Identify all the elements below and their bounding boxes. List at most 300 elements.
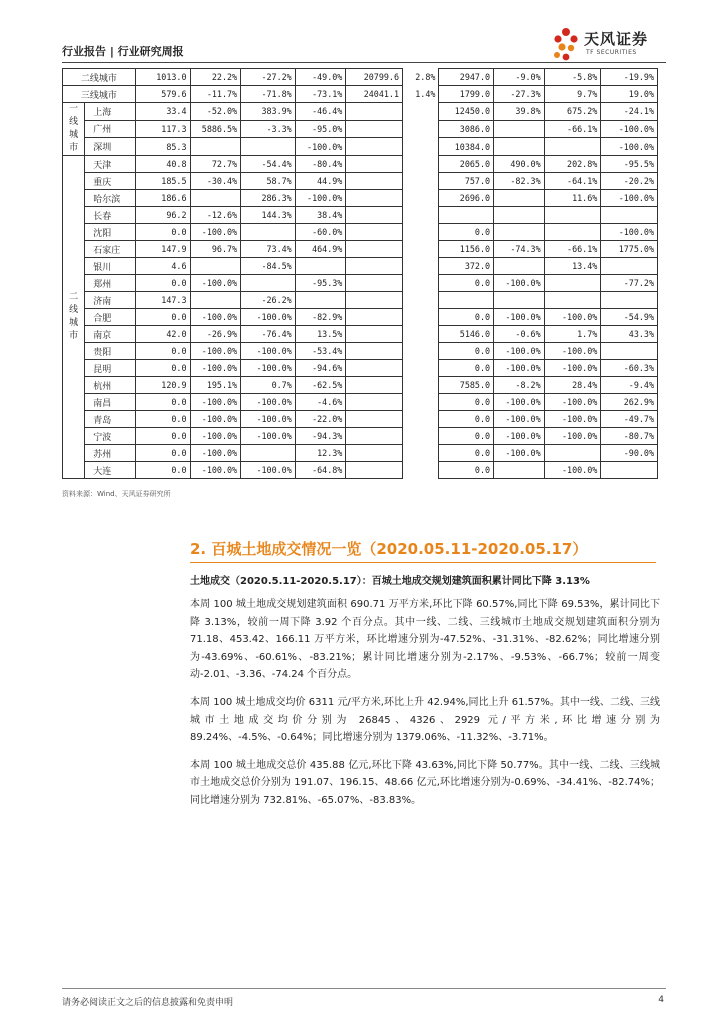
paragraph-area: 本周 100 城土地成交规划建筑面积 690.71 万平方米,环比下降 60.57%,同比下降 69.53%，累计同比下降 3.13%，较前一周下降 3.92 个百分点。其中一线、二线、三线城市土地成交规划建筑面积分别为 71.18、453.42、166.11 万平方米，环比增速分别为-47.52%、-31.31%、-82.62%；同比增速分别为-43.69%、-60.61%、-83.21%；累计同比增速分别为-2.17%、-9.53%、-66.7%；较前一周变动-2.01、-3.36、-74.24 个百分点。 [190, 599, 660, 681]
table-cell: 38.4% [295, 207, 346, 224]
table-cell: -100.0% [494, 394, 545, 411]
table-cell: -100.0% [190, 428, 241, 445]
group-label-char: 线 [69, 305, 79, 315]
header-divider [62, 62, 666, 63]
table-cell: -100.0% [190, 411, 241, 428]
table-cell [346, 326, 403, 343]
table-cell: 195.1% [190, 377, 241, 394]
table-cell: -80.7% [601, 428, 658, 445]
table-cell: 0.0 [439, 275, 494, 292]
table-cell: -100.0% [190, 360, 241, 377]
table-cell [346, 309, 403, 326]
city-name: 宁波 [85, 428, 136, 445]
table-cell: 2065.0 [439, 156, 494, 173]
table-cell: -76.4% [241, 326, 296, 343]
table-cell [402, 326, 438, 343]
table-cell: 0.0 [439, 462, 494, 479]
table-cell: -80.4% [295, 156, 346, 173]
city-name: 上海 [85, 103, 136, 121]
table-cell: -66.1% [544, 241, 601, 258]
table-row [63, 241, 658, 258]
brand-name: 天风证券 [584, 30, 649, 48]
table-cell: -100.0% [190, 275, 241, 292]
table-cell: 12450.0 [439, 103, 494, 121]
table-cell: -22.0% [295, 411, 346, 428]
table-cell: 13.5% [295, 326, 346, 343]
table-cell: 464.9% [295, 241, 346, 258]
city-name: 南京 [85, 326, 136, 343]
table-cell [346, 411, 403, 428]
table-cell [346, 241, 403, 258]
table-cell [190, 138, 241, 156]
table-cell: -100.0% [241, 411, 296, 428]
table-cell: -100.0% [601, 120, 658, 138]
table-cell: 42.0 [135, 326, 190, 343]
table-cell: 96.7% [190, 241, 241, 258]
table-cell [402, 377, 438, 394]
table-cell: 0.0 [135, 224, 190, 241]
table-cell: -49.7% [601, 411, 658, 428]
table-cell [494, 224, 545, 241]
table-cell: -84.5% [241, 258, 296, 275]
table-cell: -100.0% [241, 462, 296, 479]
table-cell: -100.0% [190, 224, 241, 241]
table-cell: 120.9 [135, 377, 190, 394]
page-header [62, 30, 666, 62]
table-cell: -100.0% [241, 394, 296, 411]
table-cell: -49.0% [295, 69, 346, 86]
table-cell: -100.0% [190, 462, 241, 479]
brand [546, 24, 666, 64]
table-cell: -9.4% [601, 377, 658, 394]
group-label-char: 二 [69, 292, 79, 302]
city-name: 银川 [85, 258, 136, 275]
table-cell [346, 462, 403, 479]
table-row [63, 156, 658, 173]
table-cell [402, 360, 438, 377]
table-cell: 1.4% [402, 86, 438, 103]
table-cell: -100.0% [241, 360, 296, 377]
table-cell: 117.3 [135, 120, 190, 138]
table-cell [346, 120, 403, 138]
table-cell: -100.0% [494, 445, 545, 462]
city-name: 广州 [85, 120, 136, 138]
table-cell: -100.0% [601, 190, 658, 207]
table-cell [190, 292, 241, 309]
table-cell: 144.3% [241, 207, 296, 224]
table-cell [544, 207, 601, 224]
table-cell: 0.0 [439, 394, 494, 411]
group-label-char: 城 [69, 130, 79, 140]
table-cell: -100.0% [544, 428, 601, 445]
table-cell: 2.8% [402, 69, 438, 86]
table-row [63, 224, 658, 241]
table-cell [402, 275, 438, 292]
table-cell [295, 258, 346, 275]
table-row [63, 86, 658, 103]
city-name: 青岛 [85, 411, 136, 428]
table-cell: -100.0% [295, 138, 346, 156]
table-cell: 0.0 [439, 343, 494, 360]
table-cell: 58.7% [241, 173, 296, 190]
table-cell: -100.0% [190, 309, 241, 326]
group-label [63, 156, 85, 479]
table-cell: 33.4 [135, 103, 190, 121]
table-cell [494, 138, 545, 156]
table-cell [439, 207, 494, 224]
table-cell: -100.0% [544, 411, 601, 428]
table-cell [402, 428, 438, 445]
table-cell: 39.8% [494, 103, 545, 121]
table-cell: 10384.0 [439, 138, 494, 156]
table-cell: -100.0% [494, 428, 545, 445]
table-cell: -95.3% [295, 275, 346, 292]
table-cell [241, 275, 296, 292]
table-cell: -62.5% [295, 377, 346, 394]
table-cell: -100.0% [295, 190, 346, 207]
table-cell: 0.0 [135, 411, 190, 428]
table-cell: -64.8% [295, 462, 346, 479]
table-cell: 0.0 [439, 428, 494, 445]
city-name: 昆明 [85, 360, 136, 377]
table-cell: -4.6% [295, 394, 346, 411]
table-row [63, 445, 658, 462]
city-name: 济南 [85, 292, 136, 309]
table-cell: 9.7% [544, 86, 601, 103]
table-cell [402, 394, 438, 411]
table-cell: 5146.0 [439, 326, 494, 343]
table-row [63, 462, 658, 479]
table-cell: -95.0% [295, 120, 346, 138]
table-cell [402, 445, 438, 462]
table-cell: 85.3 [135, 138, 190, 156]
land-data-table [62, 68, 658, 479]
table-row [63, 292, 658, 309]
table-cell: -24.1% [601, 103, 658, 121]
table-cell: 1013.0 [135, 69, 190, 86]
table-cell [402, 462, 438, 479]
table-cell: 579.6 [135, 86, 190, 103]
city-name: 郑州 [85, 275, 136, 292]
table-cell: 262.9% [601, 394, 658, 411]
table-row [63, 69, 658, 86]
table-cell [346, 343, 403, 360]
table-row [63, 207, 658, 224]
table-cell [402, 190, 438, 207]
table-row [63, 326, 658, 343]
table-cell [402, 173, 438, 190]
table-cell [494, 462, 545, 479]
table-cell: 43.3% [601, 326, 658, 343]
table-cell: -12.6% [190, 207, 241, 224]
table-cell: -100.0% [241, 343, 296, 360]
city-name: 哈尔滨 [85, 190, 136, 207]
table-cell: -74.3% [494, 241, 545, 258]
table-cell [346, 224, 403, 241]
table-cell: 490.0% [494, 156, 545, 173]
table-cell: -100.0% [494, 411, 545, 428]
table-cell: 1156.0 [439, 241, 494, 258]
table-row [63, 103, 658, 121]
table-cell [346, 394, 403, 411]
table-cell [346, 445, 403, 462]
table-cell: -100.0% [601, 138, 658, 156]
table-cell: 5886.5% [190, 120, 241, 138]
table-row [63, 258, 658, 275]
table-cell: 22.2% [190, 69, 241, 86]
table-cell: 12.3% [295, 445, 346, 462]
table-row [63, 275, 658, 292]
table-cell [346, 173, 403, 190]
table-cell [346, 258, 403, 275]
table-cell [402, 258, 438, 275]
table-cell: 0.7% [241, 377, 296, 394]
table-cell [601, 292, 658, 309]
table-cell [402, 343, 438, 360]
section-title: 2. 百城土地成交情况一览（2020.05.11-2020.05.17） [190, 540, 588, 558]
table-cell: 96.2 [135, 207, 190, 224]
table-cell: -100.0% [544, 360, 601, 377]
table-cell: -100.0% [494, 275, 545, 292]
group-label-char: 线 [69, 117, 79, 127]
table-cell: -100.0% [544, 309, 601, 326]
table-cell: -95.5% [601, 156, 658, 173]
page-number: 4 [658, 995, 664, 1005]
city-name: 重庆 [85, 173, 136, 190]
table-cell: -30.4% [190, 173, 241, 190]
table-cell: -11.7% [190, 86, 241, 103]
city-name: 苏州 [85, 445, 136, 462]
table-cell [346, 275, 403, 292]
table-cell: 20799.6 [346, 69, 403, 86]
table-row [63, 173, 658, 190]
table-row [63, 377, 658, 394]
table-row [63, 190, 658, 207]
table-cell [494, 258, 545, 275]
table-cell [346, 292, 403, 309]
table-cell [544, 138, 601, 156]
table-cell: 28.4% [544, 377, 601, 394]
table-cell: 0.0 [135, 462, 190, 479]
table-cell [402, 103, 438, 121]
table-cell [295, 292, 346, 309]
table-cell: -100.0% [544, 394, 601, 411]
table-cell: -100.0% [190, 445, 241, 462]
table-cell: -53.4% [295, 343, 346, 360]
table-cell: 185.5 [135, 173, 190, 190]
table-cell: -100.0% [494, 309, 545, 326]
footer-divider [62, 988, 666, 989]
table-cell: 0.0 [135, 360, 190, 377]
table-cell: 11.6% [544, 190, 601, 207]
table-cell [402, 309, 438, 326]
table-row [63, 360, 658, 377]
table-cell: 0.0 [135, 428, 190, 445]
table-cell [346, 190, 403, 207]
section-divider [190, 562, 656, 563]
paragraph-price: 本周 100 城土地成交均价 6311 元/平方米,环比上升 42.94%,同比上升 61.57%。其中一线、二线、三线城市土地成交均价分别为 26845、4326、2929 元/平方米,环比增速分别为 89.24%、-4.5%、-0.64%；同比增速分别为 1379.06%、-11.32%、-3.71%。 [190, 696, 660, 744]
table-cell [346, 138, 403, 156]
group-label-char: 城 [69, 318, 79, 328]
table-cell: 0.0 [439, 411, 494, 428]
table-cell: 0.0 [135, 445, 190, 462]
table-cell [402, 138, 438, 156]
table-cell: -9.0% [494, 69, 545, 86]
table-cell: 0.0 [439, 445, 494, 462]
section-subhead: 土地成交（2020.5.11-2020.5.17）：百城土地成交规划建筑面积累计同比下降 3.13% [190, 576, 590, 587]
table-cell [190, 258, 241, 275]
city-name: 沈阳 [85, 224, 136, 241]
table-cell: -46.4% [295, 103, 346, 121]
table-cell: -54.4% [241, 156, 296, 173]
table-cell [494, 120, 545, 138]
table-cell: 383.9% [241, 103, 296, 121]
table-row [63, 343, 658, 360]
table-cell: 147.3 [135, 292, 190, 309]
table-cell: -100.0% [241, 309, 296, 326]
table-cell [402, 224, 438, 241]
table-cell [544, 224, 601, 241]
table-cell: 13.4% [544, 258, 601, 275]
table-cell: 24041.1 [346, 86, 403, 103]
table-cell [241, 138, 296, 156]
tf-logo-icon [552, 26, 580, 62]
table-cell: 186.6 [135, 190, 190, 207]
table-cell: 757.0 [439, 173, 494, 190]
table-cell: -82.3% [494, 173, 545, 190]
table-cell: -100.0% [544, 462, 601, 479]
table-cell: -100.0% [494, 360, 545, 377]
table-cell: -100.0% [494, 343, 545, 360]
table-cell [346, 207, 403, 224]
table-cell: 1799.0 [439, 86, 494, 103]
group-label-char: 一 [69, 104, 79, 114]
section-body [190, 572, 660, 820]
table-cell: -77.2% [601, 275, 658, 292]
table-cell: -94.6% [295, 360, 346, 377]
table-cell: 0.0 [135, 343, 190, 360]
city-name: 杭州 [85, 377, 136, 394]
city-name: 合肥 [85, 309, 136, 326]
table-cell: -20.2% [601, 173, 658, 190]
table-row [63, 309, 658, 326]
city-name: 长春 [85, 207, 136, 224]
table-cell: -100.0% [241, 428, 296, 445]
table-cell: 73.4% [241, 241, 296, 258]
city-name: 深圳 [85, 138, 136, 156]
table-cell: -94.3% [295, 428, 346, 445]
group-label [63, 103, 85, 156]
city-name: 大连 [85, 462, 136, 479]
table-cell: 0.0 [135, 309, 190, 326]
table-cell [402, 207, 438, 224]
table-cell [544, 292, 601, 309]
table-row [63, 428, 658, 445]
table-cell [190, 190, 241, 207]
table-cell: 2696.0 [439, 190, 494, 207]
table-cell: 72.7% [190, 156, 241, 173]
table-cell [402, 156, 438, 173]
table-cell [494, 190, 545, 207]
table-cell: -3.3% [241, 120, 296, 138]
table-cell: 4.6 [135, 258, 190, 275]
table-cell [346, 156, 403, 173]
table-cell: -5.8% [544, 69, 601, 86]
table-cell: 147.9 [135, 241, 190, 258]
table-cell: -100.0% [544, 343, 601, 360]
table-cell [346, 103, 403, 121]
table-cell: -60.3% [601, 360, 658, 377]
table-cell: -8.2% [494, 377, 545, 394]
table-cell: 3086.0 [439, 120, 494, 138]
table-cell [346, 377, 403, 394]
table-row [63, 120, 658, 138]
table-cell [544, 445, 601, 462]
table-cell: -26.9% [190, 326, 241, 343]
table-cell: 40.8 [135, 156, 190, 173]
tier-label: 二线城市 [63, 69, 136, 86]
table-cell: -100.0% [601, 224, 658, 241]
table-cell: 0.0 [439, 309, 494, 326]
city-name: 南昌 [85, 394, 136, 411]
group-label-char: 市 [69, 331, 79, 341]
table-cell [402, 241, 438, 258]
table-cell: 19.0% [601, 86, 658, 103]
table-cell: -90.0% [601, 445, 658, 462]
table-cell: -71.8% [241, 86, 296, 103]
table-cell: 675.2% [544, 103, 601, 121]
table-cell [402, 411, 438, 428]
table-cell: 0.0 [135, 394, 190, 411]
table-cell [402, 292, 438, 309]
table-cell [439, 292, 494, 309]
table-row [63, 138, 658, 156]
table-source: 资料来源：Wind、天风证券研究所 [62, 490, 171, 498]
table-cell: -27.2% [241, 69, 296, 86]
table-row [63, 394, 658, 411]
paragraph-total: 本周 100 城土地成交总价 435.88 亿元,环比下降 43.63%,同比下降 50.77%。其中一线、二线、三线城市土地成交总价分别为 191.07、196.15、48.66 亿元,环比增速分别为-0.69%、-34.41%、-82.74%；同比增速分别为 732.81%、-65.07%、-83.83%。 [190, 759, 660, 806]
table-cell: -100.0% [190, 343, 241, 360]
tier-label: 三线城市 [63, 86, 136, 103]
table-cell: 0.0 [135, 275, 190, 292]
table-row [63, 411, 658, 428]
table-cell [346, 360, 403, 377]
group-label-char: 市 [69, 143, 79, 153]
table-cell: 0.0 [439, 224, 494, 241]
table-cell: 1.7% [544, 326, 601, 343]
table-cell: -52.0% [190, 103, 241, 121]
table-cell [402, 120, 438, 138]
table-cell: -100.0% [190, 394, 241, 411]
table-cell [241, 224, 296, 241]
table-cell: -73.1% [295, 86, 346, 103]
table-cell: -27.3% [494, 86, 545, 103]
table-cell [494, 292, 545, 309]
table-cell: -19.9% [601, 69, 658, 86]
table-cell: 202.8% [544, 156, 601, 173]
brand-subtitle: TF SECURITIES [586, 49, 637, 56]
table-cell: -64.1% [544, 173, 601, 190]
table-cell: -54.9% [601, 309, 658, 326]
table-cell [241, 445, 296, 462]
table-cell: 286.3% [241, 190, 296, 207]
table-cell: -66.1% [544, 120, 601, 138]
table-cell [544, 275, 601, 292]
table-cell [601, 258, 658, 275]
city-name: 贵阳 [85, 343, 136, 360]
table-cell: -60.0% [295, 224, 346, 241]
table-cell [601, 207, 658, 224]
